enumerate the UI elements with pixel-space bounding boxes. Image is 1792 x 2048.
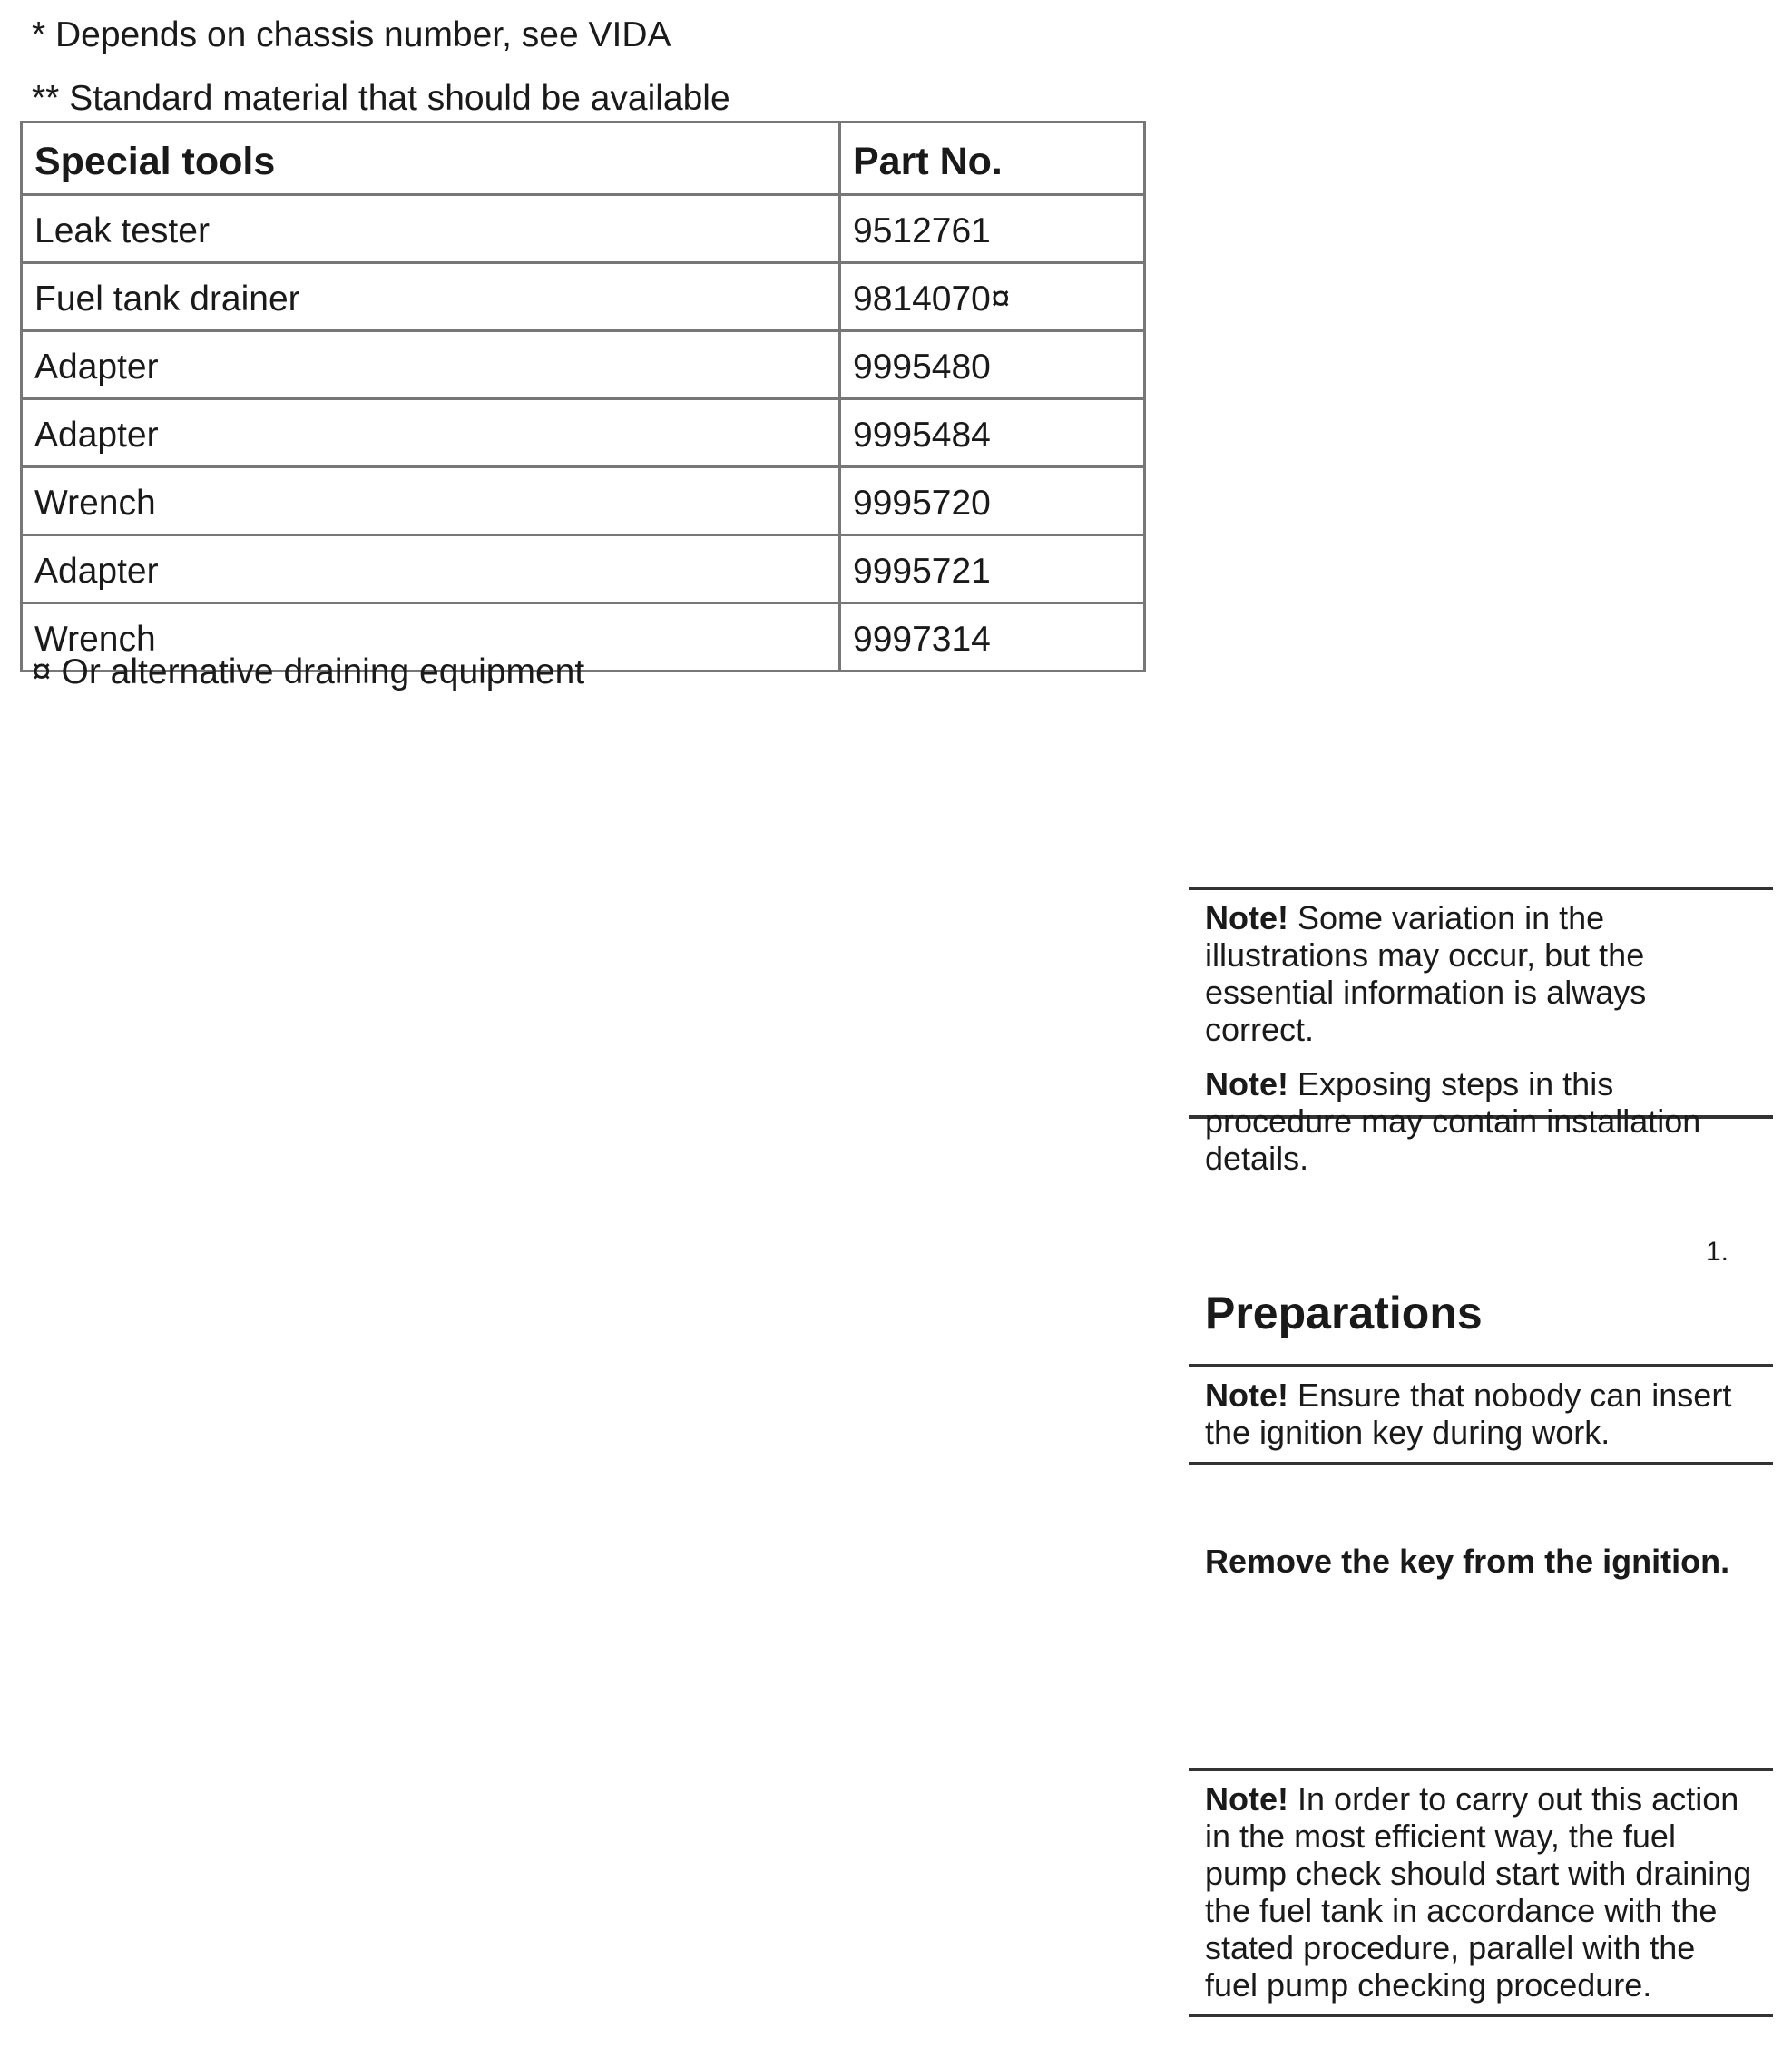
header-special-tools: Special tools — [22, 122, 840, 195]
step-number: 1. — [1706, 1237, 1729, 1267]
special-tools-table — [20, 121, 1146, 672]
table-row — [22, 263, 1145, 331]
note-box-efficiency — [1189, 1768, 1773, 2017]
note-text: Some variation in the illustrations may occur, but the essential information is always correct. — [1205, 899, 1647, 1048]
step-instruction: Remove the key from the ignition. — [1205, 1543, 1730, 1580]
part-number-cell: 9995484 — [840, 399, 1145, 467]
note-label: Note! — [1205, 1780, 1288, 1818]
part-number-cell: 9995720 — [840, 467, 1145, 535]
table-row — [22, 467, 1145, 535]
table-header-row — [22, 122, 1145, 195]
note-box-ignition — [1189, 1364, 1773, 1465]
section-title: Preparations — [1205, 1288, 1483, 1338]
note-ignition-key — [1205, 1377, 1757, 1451]
table-row — [22, 399, 1145, 467]
note-label: Note! — [1205, 1377, 1288, 1414]
tool-name-cell: Wrench — [22, 467, 840, 535]
tool-name-cell: Fuel tank drainer — [22, 263, 840, 331]
part-number-cell: 9814070¤ — [840, 263, 1145, 331]
part-number-cell: 9997314 — [840, 603, 1145, 671]
part-number-cell: 9512761 — [840, 195, 1145, 263]
note-text: Ensure that nobody can insert the ignition key during work. — [1205, 1377, 1732, 1451]
tool-name-cell: Leak tester — [22, 195, 840, 263]
note-exposing-steps — [1205, 1065, 1757, 1177]
table-row — [22, 331, 1145, 399]
tool-name-cell: Wrench — [22, 603, 840, 671]
footnote-standard-material: ** Standard material that should be available — [32, 79, 730, 118]
note-illustrations — [1205, 899, 1757, 1048]
note-label: Note! — [1205, 1065, 1288, 1102]
note-box-general — [1189, 887, 1773, 1177]
note-label: Note! — [1205, 899, 1288, 936]
tool-name-cell: Adapter — [22, 399, 840, 467]
footnote-alternative-equipment: ¤ Or alternative draining equipment — [32, 652, 585, 691]
note-text: Exposing steps in this procedure may contain installation details. — [1205, 1065, 1701, 1177]
part-number-cell: 9995480 — [840, 331, 1145, 399]
header-part-no: Part No. — [840, 122, 1145, 195]
part-number-cell: 9995721 — [840, 535, 1145, 603]
note-text: In order to carry out this action in the most efficient way, the fuel pump check should start with draining the fuel tank in accordance with the stated procedure, parallel with the fuel pump checking procedure. — [1205, 1780, 1752, 2004]
table-row — [22, 195, 1145, 263]
note-efficiency — [1205, 1780, 1757, 2004]
tool-name-cell: Adapter — [22, 535, 840, 603]
table-row — [22, 535, 1145, 603]
footnote-chassis: * Depends on chassis number, see VIDA — [32, 15, 671, 54]
tool-name-cell: Adapter — [22, 331, 840, 399]
